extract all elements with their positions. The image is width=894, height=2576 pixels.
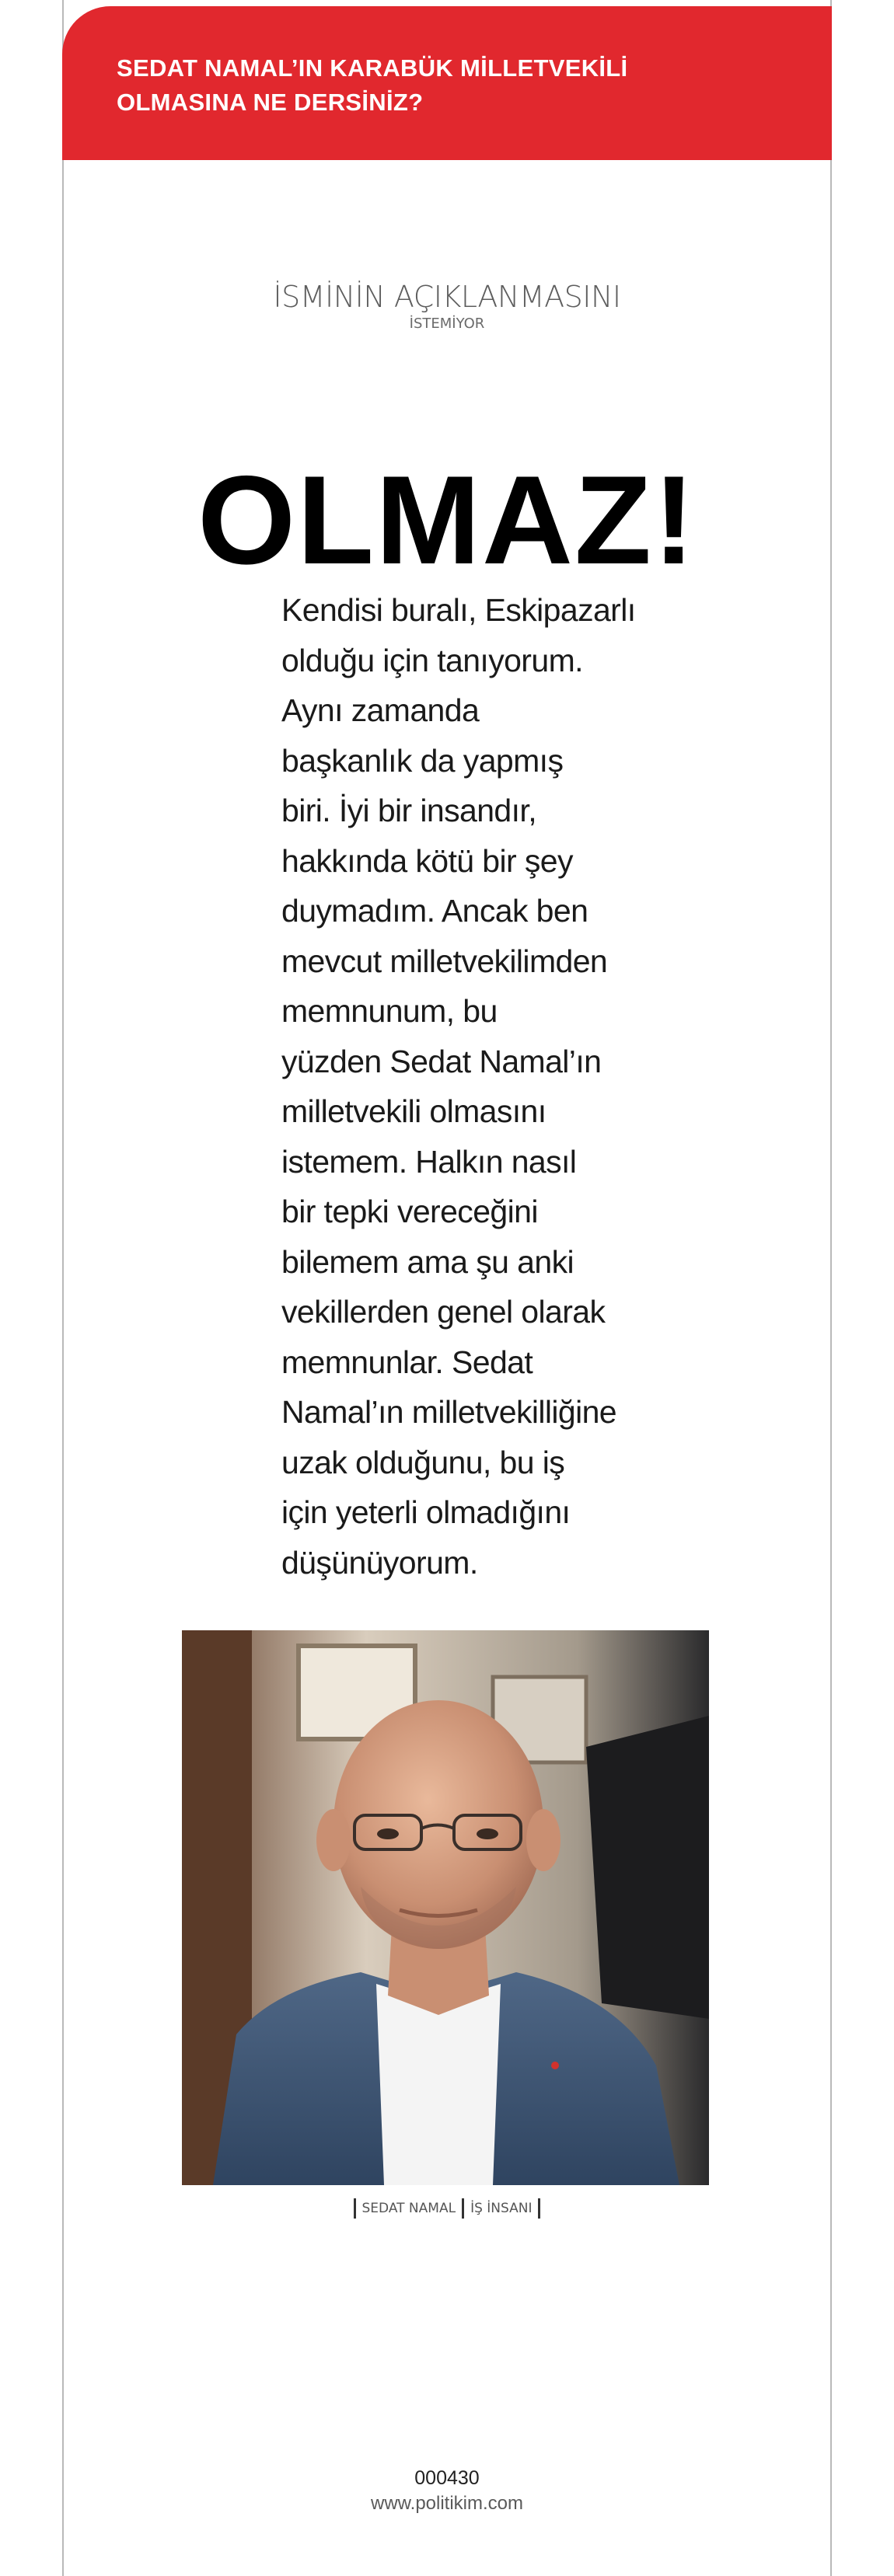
answer-line: biri. İyi bir insandır, bbox=[281, 793, 536, 828]
answer-line: yüzden Sedat Namal’ın bbox=[281, 1043, 602, 1079]
respondent-note: İSTEMİYOR bbox=[409, 315, 485, 332]
answer-line: duymadım. Ancak ben bbox=[281, 893, 588, 929]
photo-caption bbox=[62, 2196, 832, 2221]
answer-line: istemem. Halkın nasıl bbox=[281, 1143, 577, 1180]
answer-text bbox=[281, 585, 655, 1588]
answer-line: bir tepki vereceğini bbox=[281, 1194, 538, 1229]
answer-line: Kendisi buralı, Eskipazarlı bbox=[281, 592, 636, 628]
caption-divider bbox=[462, 2198, 464, 2219]
answer-line: milletvekili olmasını bbox=[281, 1093, 547, 1129]
answer-line: mevcut milletvekilimden bbox=[281, 943, 608, 979]
answer-line: için yeterli olmadığını bbox=[281, 1494, 571, 1530]
caption-name: SEDAT NAMAL bbox=[361, 2201, 456, 2216]
answer-line: memnunlar. Sedat bbox=[281, 1344, 533, 1380]
answer-line: Aynı zamanda bbox=[281, 692, 480, 728]
answer-line: hakkında kötü bir şey bbox=[281, 842, 573, 879]
answer-line: vekillerden genel olarak bbox=[281, 1294, 606, 1330]
page-code: 000430 bbox=[414, 2467, 480, 2489]
portrait-photo bbox=[182, 1630, 709, 2185]
respondent-name: İSMİNİN AÇIKLANMASINI bbox=[273, 280, 621, 314]
footer bbox=[62, 2466, 832, 2517]
answer-line: düşünüyorum. bbox=[281, 1544, 478, 1581]
answer-line: bilemem ama şu anki bbox=[281, 1243, 574, 1280]
answer-line: uzak olduğunu, bu iş bbox=[281, 1444, 565, 1480]
answer-line: başkanlık da yapmış bbox=[281, 742, 564, 779]
verdict-heading: OLMAZ! bbox=[197, 450, 697, 591]
caption-divider bbox=[354, 2198, 356, 2219]
question-line-1: SEDAT NAMAL’IN KARABÜK MİLLETVEKİLİ bbox=[117, 54, 628, 82]
answer-line: olduğu için tanıyorum. bbox=[281, 642, 583, 678]
website-link[interactable]: www.politikim.com bbox=[370, 2493, 524, 2514]
answer-line: Namal’ın milletvekilliğine bbox=[281, 1394, 616, 1430]
answer-line: memnunum, bu bbox=[281, 993, 498, 1029]
question-header bbox=[62, 6, 832, 160]
respondent bbox=[62, 280, 832, 333]
caption-title: İŞ İNSANI bbox=[470, 2201, 533, 2216]
question-line-2: OLMASINA NE DERSİNİZ? bbox=[117, 89, 424, 116]
caption-divider bbox=[538, 2198, 540, 2219]
